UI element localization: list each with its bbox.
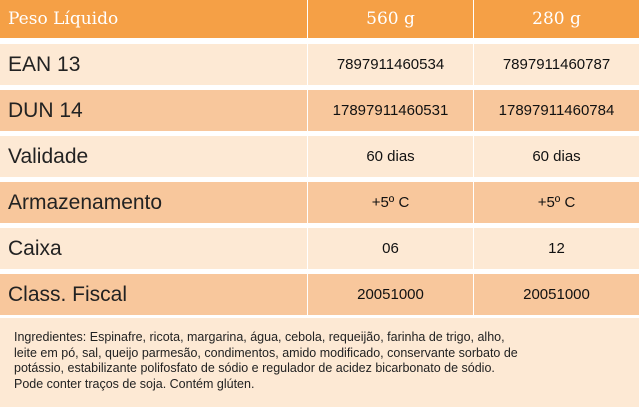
row-label: Class. Fiscal — [0, 274, 307, 315]
row-label: Armazenamento — [0, 182, 307, 223]
ingredients-line: Pode conter traços de soja. Contém glúten. — [14, 376, 255, 391]
ingredients-text — [0, 318, 639, 407]
row-label: Validade — [0, 136, 307, 177]
header-row — [0, 0, 639, 38]
row-value-560g: 60 dias — [308, 136, 473, 177]
row-value-280g: 60 dias — [474, 136, 639, 177]
row-value-280g: 17897911460784 — [474, 90, 639, 131]
header-col-560g: 560 g — [308, 0, 473, 38]
row-armazenamento — [0, 182, 639, 223]
row-value-560g: 20051000 — [308, 274, 473, 315]
row-caixa — [0, 228, 639, 269]
ingredients-line: Ingredientes: Espinafre, ricota, margarina, água, cebola, requeijão, farinha de trigo, alho, — [14, 330, 505, 344]
row-value-560g: 7897911460534 — [308, 44, 473, 85]
row-value-280g: 20051000 — [474, 274, 639, 315]
row-label: EAN 13 — [0, 44, 307, 85]
row-label: Caixa — [0, 228, 307, 269]
row-label: DUN 14 — [0, 90, 307, 131]
row-ean13 — [0, 44, 639, 85]
row-value-560g: +5º C — [308, 182, 473, 223]
row-value-560g: 17897911460531 — [308, 90, 473, 131]
header-label: Peso Líquido — [0, 0, 307, 38]
row-class-fiscal — [0, 274, 639, 315]
row-dun14 — [0, 90, 639, 131]
ingredients-line: potássio, estabilizante polifosfato de sódio e regulador de acidez bicarbonato de sódio. — [14, 361, 495, 375]
header-col-280g: 280 g — [474, 0, 639, 38]
ingredients-line: leite em pó, sal, queijo parmesão, condimentos, amido modificado, conservante sorbato de — [14, 345, 518, 360]
row-value-280g: 7897911460787 — [474, 44, 639, 85]
row-value-560g: 06 — [308, 228, 473, 269]
row-value-280g: +5º C — [474, 182, 639, 223]
row-validade — [0, 136, 639, 177]
row-value-280g: 12 — [474, 228, 639, 269]
